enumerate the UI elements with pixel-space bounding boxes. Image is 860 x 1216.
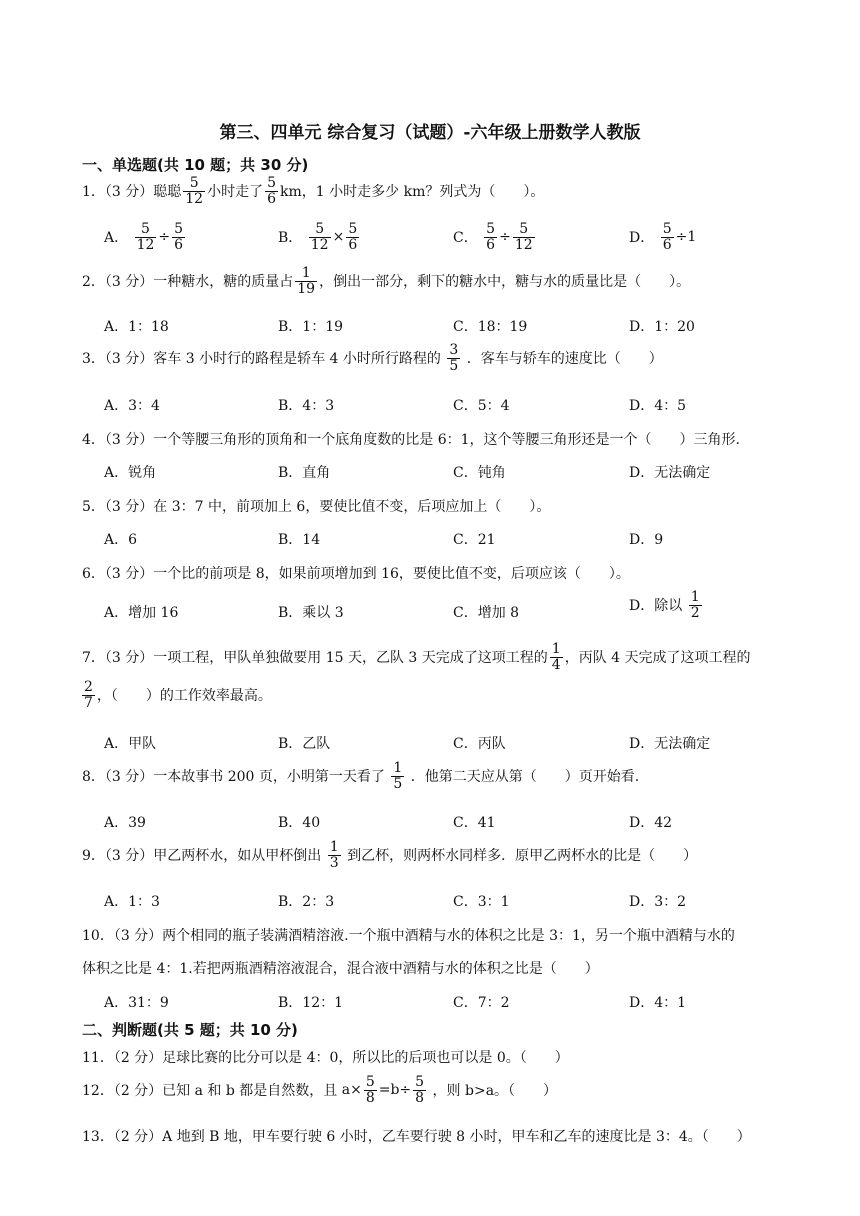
question-13: 13．（2 分）A 地到 B 地，甲车要行驶 6 小时，乙车要行驶 8 小时，甲车和乙车的速度比是 3：4。（ ）	[82, 1129, 751, 1145]
option-d[interactable]: D．42	[629, 815, 673, 831]
question-8: 8．（3 分）一本故事书 200 页，小明第一天看了 $\frac{1}{5}$ ．他第二天应从第（ ）页开始看.	[82, 760, 640, 792]
option-d[interactable]: D．3：2	[629, 894, 687, 910]
option-a[interactable]: A． $\frac{5}{12}$ ÷ $\frac{5}{6}$	[104, 221, 184, 253]
option-d[interactable]: D．除以 $\frac{1}{2}$	[629, 589, 700, 621]
question-4: 4．（3 分）一个等腰三角形的顶角和一个底角度数的比是 6：1，这个等腰三角形还是一个（ ）三角形.	[82, 432, 740, 448]
option-a[interactable]: A．锐角	[104, 465, 157, 481]
option-c[interactable]: C．41	[453, 815, 496, 831]
option-c[interactable]: C．21	[453, 532, 496, 548]
page-title: 第三、四单元 综合复习（试题）-六年级上册数学人教版	[219, 123, 641, 143]
option-a[interactable]: A．1：3	[104, 894, 160, 910]
option-b[interactable]: B．2：3	[278, 894, 335, 910]
option-b[interactable]: B．1：19	[278, 319, 344, 335]
option-b[interactable]: B．4：3	[278, 398, 335, 414]
option-c[interactable]: C．3：1	[453, 894, 510, 910]
option-b[interactable]: B．乘以 3	[278, 605, 344, 621]
question-5: 5．（3 分）在 3：7 中，前项加上 6，要使比值不变，后项应加上（ ）。	[82, 499, 551, 515]
question-12: 12．（2 分）已知 a 和 b 都是自然数，且 a× $\frac{5}{8}$ =b÷ $\frac{5}{8}$ ，则 b>a。（ ）	[82, 1074, 558, 1106]
option-a[interactable]: A．增加 16	[104, 605, 179, 621]
option-b[interactable]: B．12：1	[278, 995, 344, 1011]
option-c[interactable]: C． $\frac{5}{6}$ ÷ $\frac{5}{12}$	[453, 221, 533, 253]
option-a[interactable]: A．1：18	[104, 319, 169, 335]
question-6: 6．（3 分）一个比的前项是 8，如果前项增加到 16，要使比值不变，后项应该（ ）。	[82, 566, 630, 582]
option-a[interactable]: A．6	[104, 532, 138, 548]
option-d[interactable]: D．9	[629, 532, 664, 548]
question-10-line2: 体积之比是 4：1.若把两瓶酒精溶液混合，混合液中酒精与水的体积之比是（ ）	[82, 961, 599, 977]
option-d[interactable]: D． $\frac{5}{6}$ ÷1	[629, 221, 697, 253]
fraction: $\frac{5}{12}$	[185, 175, 204, 207]
option-c[interactable]: C．增加 8	[453, 605, 520, 621]
question-2: 2．（3 分）一种糖水，糖的质量占 $\frac{1}{19}$ ，倒出一部分，剩下的糖水中，糖与水的质量比是（ ）。	[82, 265, 691, 297]
option-c[interactable]: C．18：19	[453, 319, 528, 335]
option-a[interactable]: A．3：4	[104, 398, 160, 414]
option-d[interactable]: D．4：1	[629, 995, 687, 1011]
option-d[interactable]: D．无法确定	[629, 736, 711, 752]
question-10: 10．（3 分）两个相同的瓶子装满酒精溶液.一个瓶中酒精与水的体积之比是 3：1，另一个瓶中酒精与水的	[82, 928, 735, 944]
question-11: 11．（2 分）足球比赛的比分可以是 4：0，所以比的后项也可以是 0。（ ）	[82, 1050, 569, 1066]
section-heading-single-choice: 一、单选题(共 10 题；共 30 分)	[82, 156, 309, 174]
question-9: 9．（3 分）甲乙两杯水，如从甲杯倒出 $\frac{1}{3}$ 到乙杯，则两杯水同样多．原甲乙两杯水的比是（ ）	[82, 839, 698, 871]
option-a[interactable]: A．39	[104, 815, 146, 831]
section-heading-true-false: 二、判断题(共 5 题；共 10 分)	[82, 1021, 298, 1039]
option-d[interactable]: D．4：5	[629, 398, 687, 414]
option-c[interactable]: C．丙队	[453, 736, 506, 752]
option-c[interactable]: C．5：4	[453, 398, 510, 414]
option-b[interactable]: B．直角	[278, 465, 331, 481]
question-7: 7．（3 分）一项工程，甲队单独做要用 15 天，乙队 3 天完成了这项工程的 $\frac{1}{4}$ ，丙队 4 天完成了这项工程的	[82, 641, 751, 673]
option-d[interactable]: D．1：20	[629, 319, 695, 335]
option-a[interactable]: A．甲队	[104, 736, 157, 752]
option-c[interactable]: C．7：2	[453, 995, 510, 1011]
question-7-line2: $\frac{2}{7}$ ，（ ）的工作效率最高。	[84, 679, 272, 711]
option-b[interactable]: B．14	[278, 532, 321, 548]
question-1: 1．（3 分）聪聪 $\frac{5}{12}$ 小时走了 $\frac{5}{6}$ km，1 小时走多少 km？列式为（ ）。	[82, 175, 545, 207]
option-c[interactable]: C．钝角	[453, 465, 506, 481]
option-b[interactable]: B．40	[278, 815, 321, 831]
option-b[interactable]: B．乙队	[278, 736, 331, 752]
option-b[interactable]: B． $\frac{5}{12}$ × $\frac{5}{6}$	[278, 221, 358, 253]
question-3: 3．（3 分）客车 3 小时行的路程是轿车 4 小时所行路程的 $\frac{3}{5}$ ．客车与轿车的速度比（ ）	[82, 342, 663, 374]
option-d[interactable]: D．无法确定	[629, 465, 711, 481]
fraction: $\frac{5}{6}$	[267, 175, 277, 207]
option-a[interactable]: A．31：9	[104, 995, 169, 1011]
